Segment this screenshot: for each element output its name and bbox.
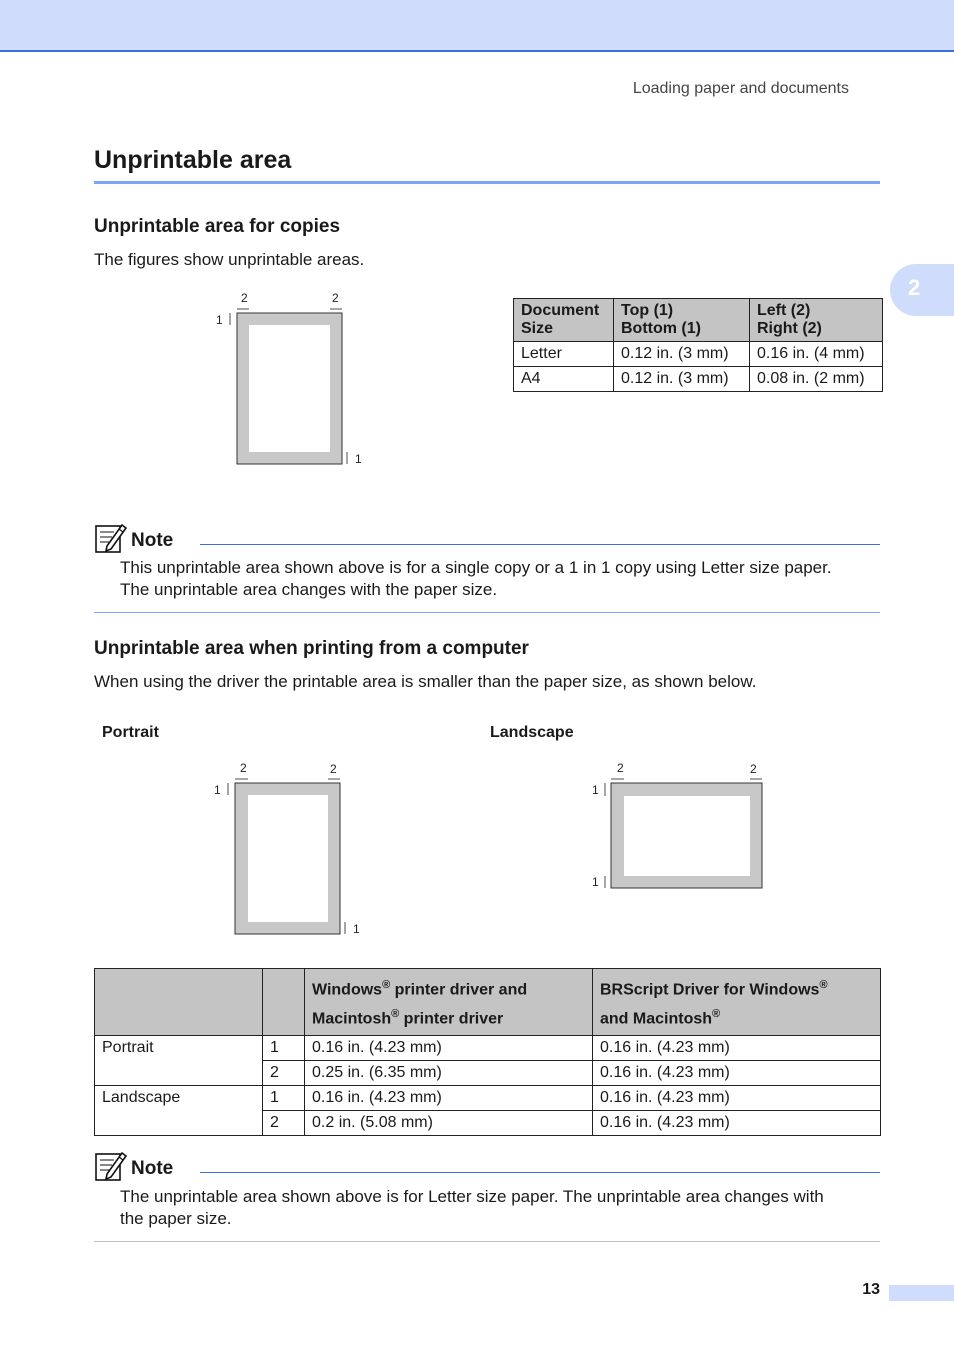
margin-label-top-left: 2 [241,291,248,305]
landscape-unprintable-figure [580,758,780,898]
margin-label-left: 1 [214,783,221,797]
cell-windows: 0.25 in. (6.35 mm) [305,1060,593,1085]
cell-top-bottom: 0.12 in. (3 mm) [614,367,750,392]
cell-brscript: 0.16 in. (4.23 mm) [593,1060,881,1085]
header-empty-orientation [95,969,263,1036]
note-end-rule [94,612,880,613]
computer-heading: Unprintable area when printing from a computer [94,638,529,659]
note-body [120,1186,880,1230]
margin-label-top-left: 2 [617,761,624,775]
note-label: Note [131,1158,174,1179]
copies-unprintable-figure [205,288,375,473]
printable-area [624,796,750,876]
portrait-caption: Portrait [102,724,159,741]
table-row [95,1035,881,1060]
cell-windows: 0.2 in. (5.08 mm) [305,1110,593,1135]
printable-area [249,325,330,452]
table-header-row [95,969,881,1036]
table-row [95,1085,881,1110]
printable-area [248,795,328,922]
cell-windows: 0.16 in. (4.23 mm) [305,1085,593,1110]
margin-label-top-right: 2 [332,291,339,305]
note-header [94,1150,880,1186]
section-title: Unprintable area [94,146,292,174]
computer-margin-table [94,968,881,1136]
table-row [514,342,883,367]
cell-orientation: Landscape [95,1085,263,1135]
table-header-row [514,299,883,342]
cell-number: 2 [263,1110,305,1135]
landscape-caption: Landscape [490,724,574,741]
cell-left-right: 0.16 in. (4 mm) [750,342,883,367]
cell-brscript: 0.16 in. (4.23 mm) [593,1035,881,1060]
note-header [94,522,880,558]
note-line: The unprintable area shown above is for Letter size paper. The unprintable area changes with [120,1187,824,1206]
margin-label-right: 1 [353,922,360,936]
copies-intro: The figures show unprintable areas. [94,250,365,269]
header-left-right: Left (2) Right (2) [750,299,883,342]
top-header-band [0,0,954,52]
header-brscript-driver: BRScript Driver for Windows® and Macintosh® [593,969,881,1036]
copies-margin-table [513,298,883,392]
chapter-number: 2 [908,275,921,300]
cell-size: Letter [514,342,614,367]
note-rule [200,1172,880,1173]
margin-label-right: 1 [355,452,362,466]
table-row [514,367,883,392]
note-line: The unprintable area changes with the paper size. [120,580,498,599]
cell-top-bottom: 0.12 in. (3 mm) [614,342,750,367]
computer-intro: When using the driver the printable area is smaller than the paper size, as shown below. [94,672,757,691]
cell-windows: 0.16 in. (4.23 mm) [305,1035,593,1060]
page-number: 13 [862,1281,880,1298]
note-line: the paper size. [120,1209,232,1228]
cell-size: A4 [514,367,614,392]
cell-brscript: 0.16 in. (4.23 mm) [593,1110,881,1135]
margin-label-left: 1 [216,313,223,327]
cell-left-right: 0.08 in. (2 mm) [750,367,883,392]
chapter-tab [890,264,954,316]
cell-orientation: Portrait [95,1035,263,1085]
note-pencil-icon [94,1150,128,1182]
note-end-rule [94,1241,880,1242]
running-head: Loading paper and documents [632,80,849,97]
cell-number: 2 [263,1060,305,1085]
section-title-rule [94,181,880,184]
margin-label-top-right: 2 [330,762,337,776]
header-empty-number [263,969,305,1036]
cell-number: 1 [263,1085,305,1110]
cell-brscript: 0.16 in. (4.23 mm) [593,1085,881,1110]
margin-label-top-right: 2 [750,762,757,776]
note-rule [200,544,880,545]
note-body [120,557,880,601]
cell-number: 1 [263,1035,305,1060]
header-document-size: Document Size [514,299,614,342]
margin-label-top-left: 2 [240,761,247,775]
copies-heading: Unprintable area for copies [94,216,341,237]
portrait-unprintable-figure [203,758,373,943]
page-number-tab [889,1285,954,1301]
margin-label-left-bottom: 1 [592,875,599,889]
margin-label-left-top: 1 [592,783,599,797]
note-line: This unprintable area shown above is for a single copy or a 1 in 1 copy using Letter size paper. [120,558,832,577]
header-windows-driver: Windows® printer driver and Macintosh® printer driver [305,969,593,1036]
note-pencil-icon [94,522,128,554]
note-label: Note [131,530,174,551]
header-top-bottom: Top (1) Bottom (1) [614,299,750,342]
